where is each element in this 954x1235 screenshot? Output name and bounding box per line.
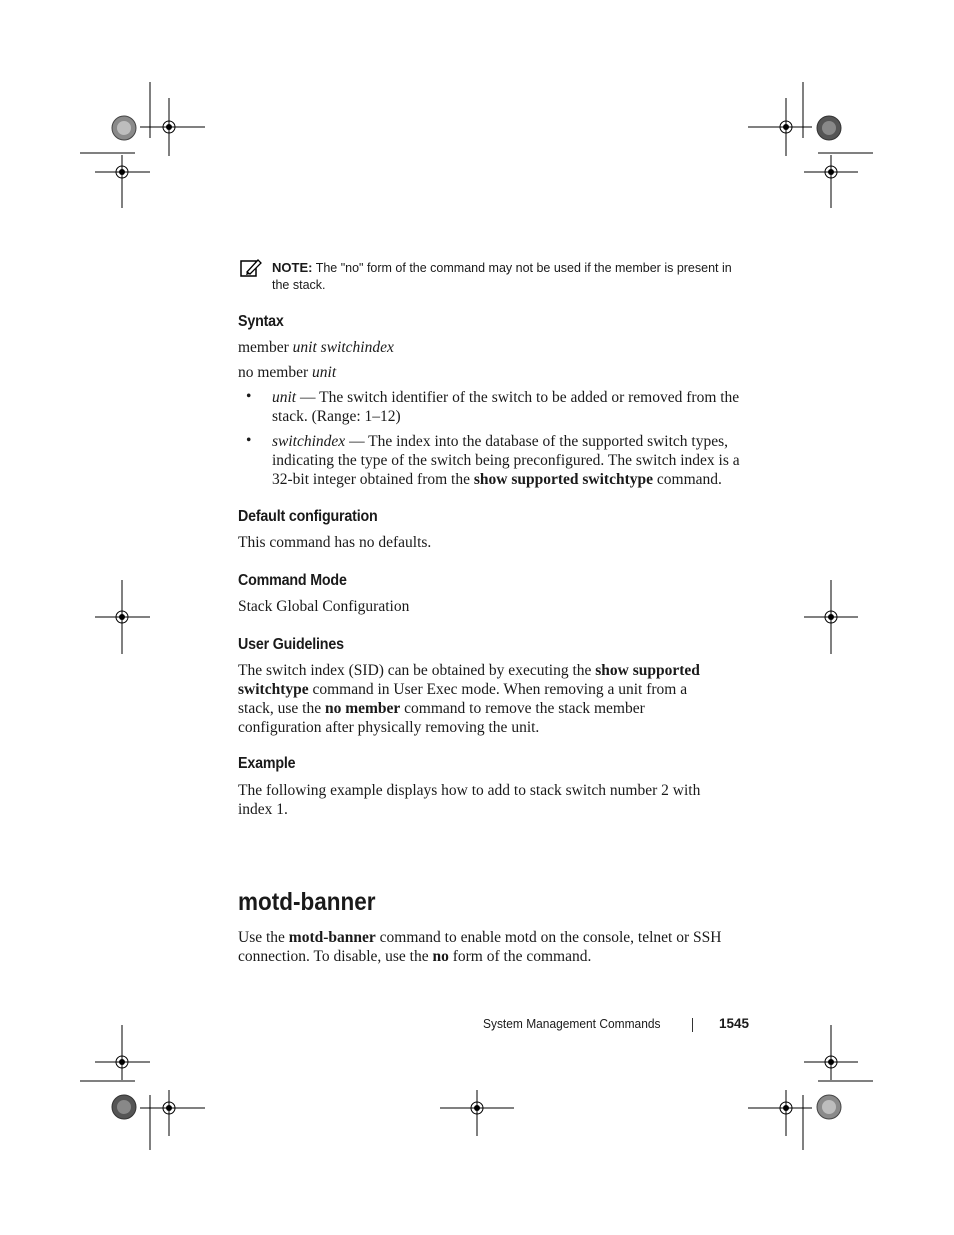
intro-cmd: motd-banner [288, 929, 376, 946]
note-body: The "no" form of the command may not be used if the member is present in the stack. [272, 261, 732, 292]
example-heading: Example [238, 755, 296, 772]
footer-separator [692, 1018, 693, 1032]
param-desc: — The index into the database of the supported switch types, indicating the type of the switch being preconfigured. The switch index is a 32-bit integer obtained from the [272, 433, 740, 488]
intro-text: command to enable motd on the console, telnet or SSH connection. To disable, use the [238, 929, 722, 965]
param-cmd: show supported switchtype [473, 471, 654, 488]
intro-cmd: no [432, 948, 449, 965]
syntax-args: unit [312, 364, 337, 381]
footer-chapter: System Management Commands [483, 1016, 661, 1031]
note-pencil-icon [240, 258, 262, 278]
syntax-cmd: member [238, 339, 293, 356]
syntax-line-no-member [238, 363, 738, 382]
guideline-text: command in User Exec mode. When removing a unit from a stack, use the [238, 681, 688, 717]
default-config-text: This command has no defaults. [238, 534, 432, 551]
command-mode-text: Stack Global Configuration [238, 598, 410, 615]
guideline-cmd: no member [324, 700, 401, 717]
syntax-heading: Syntax [238, 313, 284, 330]
intro-text: form of the command. [448, 948, 592, 965]
guideline-text: The switch index (SID) can be obtained by executing the [238, 662, 596, 679]
param-name: unit [272, 389, 297, 406]
command-mode-heading: Command Mode [238, 572, 347, 589]
guideline-cmd: show supported switchtype [238, 662, 700, 698]
param-desc-end: command. [653, 471, 722, 488]
param-unit [272, 388, 742, 426]
syntax-cmd: no member [238, 364, 313, 381]
syntax-args: unit switchindex [292, 339, 394, 356]
user-guidelines-heading: User Guidelines [238, 636, 344, 653]
guideline-text: command to remove the stack member configuration after physically removing the unit. [238, 700, 645, 736]
note-label: NOTE: [272, 260, 313, 275]
intro-text: Use the [238, 929, 289, 946]
syntax-line-member [238, 338, 738, 357]
section-title: motd-banner [238, 888, 376, 916]
note-text [272, 259, 742, 294]
bullet-marker: • [246, 432, 252, 449]
page-number: 1545 [719, 1016, 750, 1031]
param-switchindex [272, 432, 742, 489]
default-config-heading: Default configuration [238, 508, 378, 525]
user-guidelines-text [238, 661, 723, 737]
param-desc: — The switch identifier of the switch to be added or removed from the stack. (Range: 1–12) [272, 389, 740, 425]
section-intro [238, 928, 723, 966]
example-text: The following example displays how to add to stack switch number 2 with index 1. [238, 782, 701, 818]
param-name: switchindex [272, 433, 346, 450]
bullet-marker: • [246, 388, 252, 405]
